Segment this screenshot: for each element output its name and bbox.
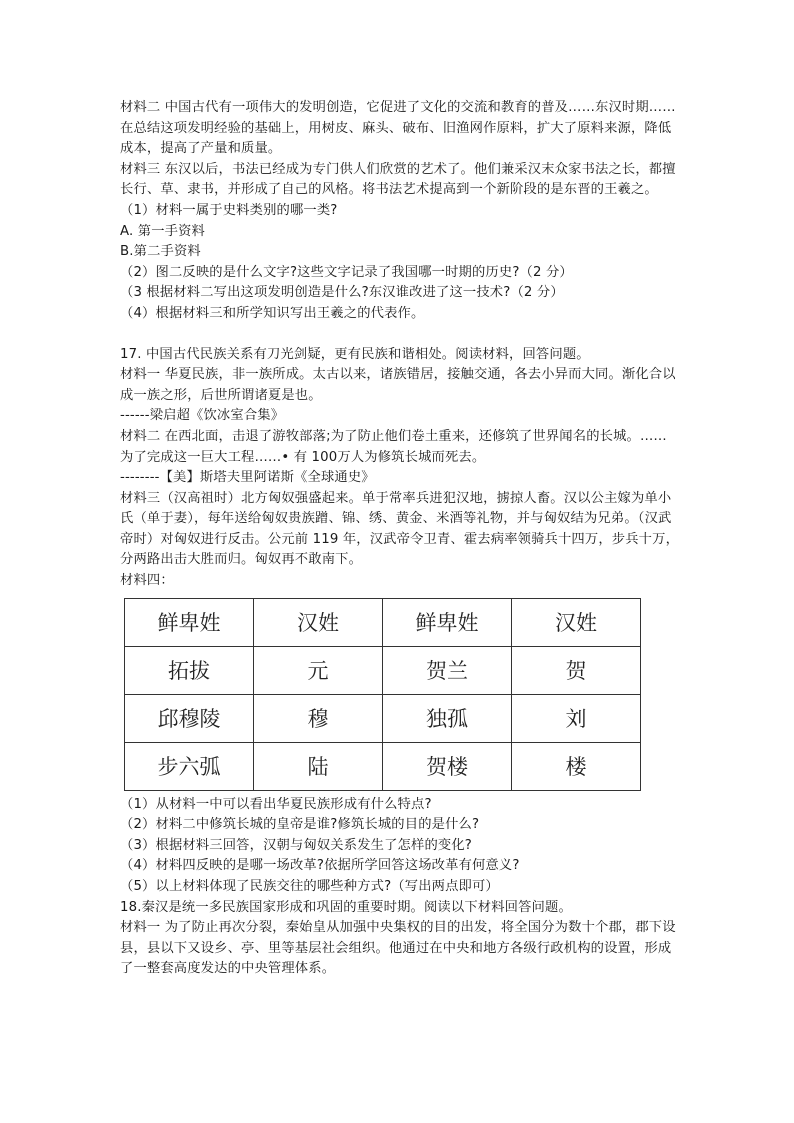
table-cell: 元 xyxy=(254,646,383,694)
table-row xyxy=(125,694,641,742)
s17-material-1: 材料一 华夏民族，非一族所成。太古以来，诸族错居，接触交通，各去小异而大同。渐化合以成一族之形，后世所谓诸夏是也。 xyxy=(120,367,676,403)
table-cell: 贺 xyxy=(512,646,641,694)
s16-question-2: （2）图二反映的是什么文字?这些文字记录了我国哪一时期的历史?（2 分） xyxy=(120,264,573,280)
s17-question-1: （1）从材料一中可以看出华夏民族形成有什么特点? xyxy=(120,796,432,812)
table-row xyxy=(125,742,641,790)
s17-question-3: （3）根据材料三回答，汉朝与匈奴关系发生了怎样的变化? xyxy=(120,837,472,853)
s17-material-2-source: --------【美】斯塔夫里阿诺斯《全球通史》 xyxy=(120,470,375,486)
table-cell: 刘 xyxy=(512,694,641,742)
table-header-cell: 汉姓 xyxy=(254,598,383,646)
section-gap xyxy=(120,325,680,345)
s18-material-1: 材料一 为了防止再次分裂，秦始皇从加强中央集权的目的出发，将全国分为数十个郡，郡下设县，县以下又设乡、亭、里等基层社会组织。他通过在中央和地方各级行政机构的设置，形成了一整套高度发达的中央管理体系。 xyxy=(120,920,676,977)
s17-material-1-source: ------梁启超《饮冰室合集》 xyxy=(120,408,285,424)
table-row xyxy=(125,646,641,694)
s17-question-2: （2）材料二中修筑长城的皇帝是谁?修筑长城的目的是什么? xyxy=(120,817,480,833)
s16-question-4: （4）根据材料三和所学知识写出王羲之的代表作。 xyxy=(120,305,425,321)
s18-title: 18.秦汉是统一多民族国家形成和巩固的重要时期。阅读以下材料回答问题。 xyxy=(120,899,572,915)
s17-question-5: （5）以上材料体现了民族交往的哪些种方式?（写出两点即可） xyxy=(120,879,499,895)
table-cell: 拓拔 xyxy=(125,646,254,694)
table-cell: 贺楼 xyxy=(383,742,512,790)
s16-question-3: （3 根据材料二写出这项发明创造是什么?东汉谁改进了这一技术?（2 分） xyxy=(120,285,564,301)
s16-question-1: （1）材料一属于史料类别的哪一类? xyxy=(120,202,338,218)
table-cell: 步六弧 xyxy=(125,742,254,790)
table-cell: 陆 xyxy=(254,742,383,790)
table-header-cell: 汉姓 xyxy=(512,598,641,646)
table-header-cell: 鲜卑姓 xyxy=(383,598,512,646)
table-cell: 穆 xyxy=(254,694,383,742)
surname-table xyxy=(124,598,641,791)
s17-material-4-label: 材料四： xyxy=(120,573,174,589)
document-page xyxy=(120,98,680,980)
table-cell: 独孤 xyxy=(383,694,512,742)
table-header-cell: 鲜卑姓 xyxy=(125,598,254,646)
s17-question-4: （4）材料四反映的是哪一场改革?依据所学回答这场改革有何意义? xyxy=(120,858,520,874)
s16-option-b: B.第二手资料 xyxy=(120,244,201,260)
table-cell: 贺兰 xyxy=(383,646,512,694)
s16-material-2: 材料二 中国古代有一项伟大的发明创造，它促进了文化的交流和教育的普及……东汉时期……在总结这项发明经验的基础上，用树皮、麻头、破布、旧渔网作原料，扩大了原料来源，降低成本，提高了产量和质量。 xyxy=(120,100,676,157)
s17-material-2: 材料二 在西北面，击退了游牧部落;为了防止他们卷土重来，还修筑了世界闻名的长城。……为了完成这一巨大工程……• 有 100万人为修筑长城而死去。 xyxy=(120,428,667,465)
table-cell: 邱穆陵 xyxy=(125,694,254,742)
table-cell: 楼 xyxy=(512,742,641,790)
table-header-row xyxy=(125,598,641,646)
s16-option-a: A. 第一手资料 xyxy=(120,223,205,239)
s17-material-3: 材料三（汉高祖时）北方匈奴强盛起来。单于常率兵进犯汉地，掳掠人畜。汉以公主嫁为单小氏（单于妻），每年送给匈奴贵族蹭、锦、绣、黄金、米酒等礼物，并与匈奴结为兄弟。（汉武帝时）对匈奴进行反击。公元前 119 年，汉武帝令卫青、霍去病率领骑兵十四万，步兵十万，分两路出击大胜而归。匈奴再不敢南下。 xyxy=(120,490,680,568)
s17-title: 17. 中国古代民族关系有刀光剑疑，更有民族和谐相处。阅读材料，回答问题。 xyxy=(120,346,590,362)
s16-material-3: 材料三 东汉以后，书法已经成为专门供人们欣赏的艺术了。他们兼采汉末众家书法之长，都擅长行、草、隶书，并形成了自己的风格。将书法艺术提高到一个新阶段的是东晋的王羲之。 xyxy=(120,161,676,198)
